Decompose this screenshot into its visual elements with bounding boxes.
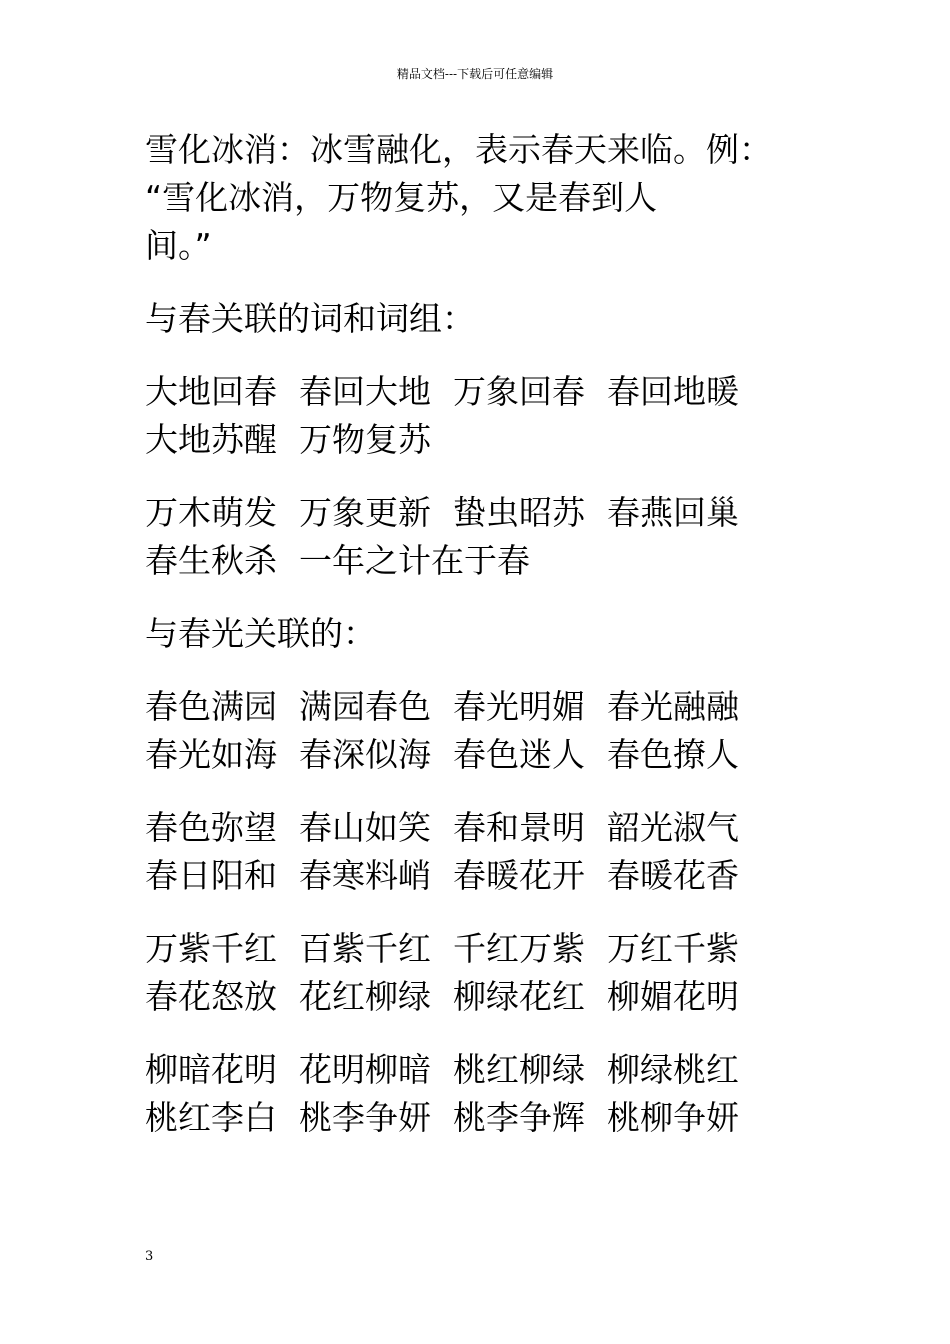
word-row — [145, 804, 825, 852]
word-row — [145, 537, 825, 585]
word-row — [145, 489, 825, 537]
word-term: 春山如笑 — [299, 808, 431, 847]
page-number: 3 — [145, 1249, 154, 1264]
word-term: 柳暗花明 — [145, 1050, 277, 1089]
word-term: 春回大地 — [299, 372, 431, 411]
word-group-4 — [145, 804, 825, 900]
word-term: 春生秋杀 — [145, 541, 277, 580]
word-term: 春和景明 — [453, 808, 585, 847]
word-term: 万象更新 — [299, 493, 431, 532]
intro-line: 间。” — [145, 226, 212, 265]
word-term: 柳绿桃红 — [607, 1050, 739, 1089]
word-term: 柳媚花明 — [607, 977, 739, 1016]
word-term: 百紫千红 — [299, 929, 431, 968]
intro-line: “雪化冰消，万物复苏，又是春到人 — [145, 178, 658, 217]
word-term: 桃李争妍 — [299, 1098, 431, 1137]
word-term: 春深似海 — [299, 735, 431, 774]
word-term: 春日阳和 — [145, 856, 277, 895]
word-term: 桃红李白 — [145, 1098, 277, 1137]
word-term: 春色迷人 — [453, 735, 585, 774]
word-term: 春暖花香 — [607, 856, 739, 895]
word-term: 春燕回巢 — [607, 493, 739, 532]
word-term: 大地苏醒 — [145, 420, 277, 459]
word-term: 春光明媚 — [453, 687, 585, 726]
word-term: 万木萌发 — [145, 493, 277, 532]
word-term: 花明柳暗 — [299, 1050, 431, 1089]
word-group-2 — [145, 489, 825, 585]
word-term: 满园春色 — [299, 687, 431, 726]
word-term: 春暖花开 — [453, 856, 585, 895]
word-row — [145, 852, 825, 900]
section-heading-spring-light: 与春光关联的： — [145, 614, 376, 653]
word-row — [145, 973, 825, 1021]
word-term: 千红万紫 — [453, 929, 585, 968]
word-term: 春色撩人 — [607, 735, 739, 774]
word-term: 春光融融 — [607, 687, 739, 726]
word-term: 春光如海 — [145, 735, 277, 774]
word-group-1 — [145, 368, 825, 464]
word-term: 春色弥望 — [145, 808, 277, 847]
word-term: 春寒料峭 — [299, 856, 431, 895]
section-heading-spring: 与春关联的词和词组： — [145, 299, 475, 338]
intro-line: 雪化冰消：冰雪融化，表示春天来临。例： — [145, 130, 772, 169]
word-term: 花红柳绿 — [299, 977, 431, 1016]
word-term: 大地回春 — [145, 372, 277, 411]
word-row — [145, 1094, 825, 1142]
word-row — [145, 416, 825, 464]
word-term: 一年之计在于春 — [299, 541, 530, 580]
word-term: 春花怒放 — [145, 977, 277, 1016]
word-term: 柳绿花红 — [453, 977, 585, 1016]
word-group-3 — [145, 683, 825, 779]
word-row — [145, 683, 825, 731]
word-term: 春回地暖 — [607, 372, 739, 411]
word-row — [145, 731, 825, 779]
word-term: 万物复苏 — [299, 420, 431, 459]
word-row — [145, 925, 825, 973]
word-term: 万象回春 — [453, 372, 585, 411]
word-term: 万紫千红 — [145, 929, 277, 968]
word-term: 桃红柳绿 — [453, 1050, 585, 1089]
word-group-6 — [145, 1046, 825, 1142]
page-header: 精品文档---下载后可任意编辑 — [396, 67, 554, 81]
word-group-5 — [145, 925, 825, 1021]
word-term: 桃李争辉 — [453, 1098, 585, 1137]
document-body — [145, 126, 825, 1167]
word-term: 蛰虫昭苏 — [453, 493, 585, 532]
word-row — [145, 368, 825, 416]
word-term: 韶光淑气 — [607, 808, 739, 847]
word-term: 桃柳争妍 — [607, 1098, 739, 1137]
word-row — [145, 1046, 825, 1094]
word-term: 万红千紫 — [607, 929, 739, 968]
word-term: 春色满园 — [145, 687, 277, 726]
intro-paragraph — [145, 126, 825, 270]
